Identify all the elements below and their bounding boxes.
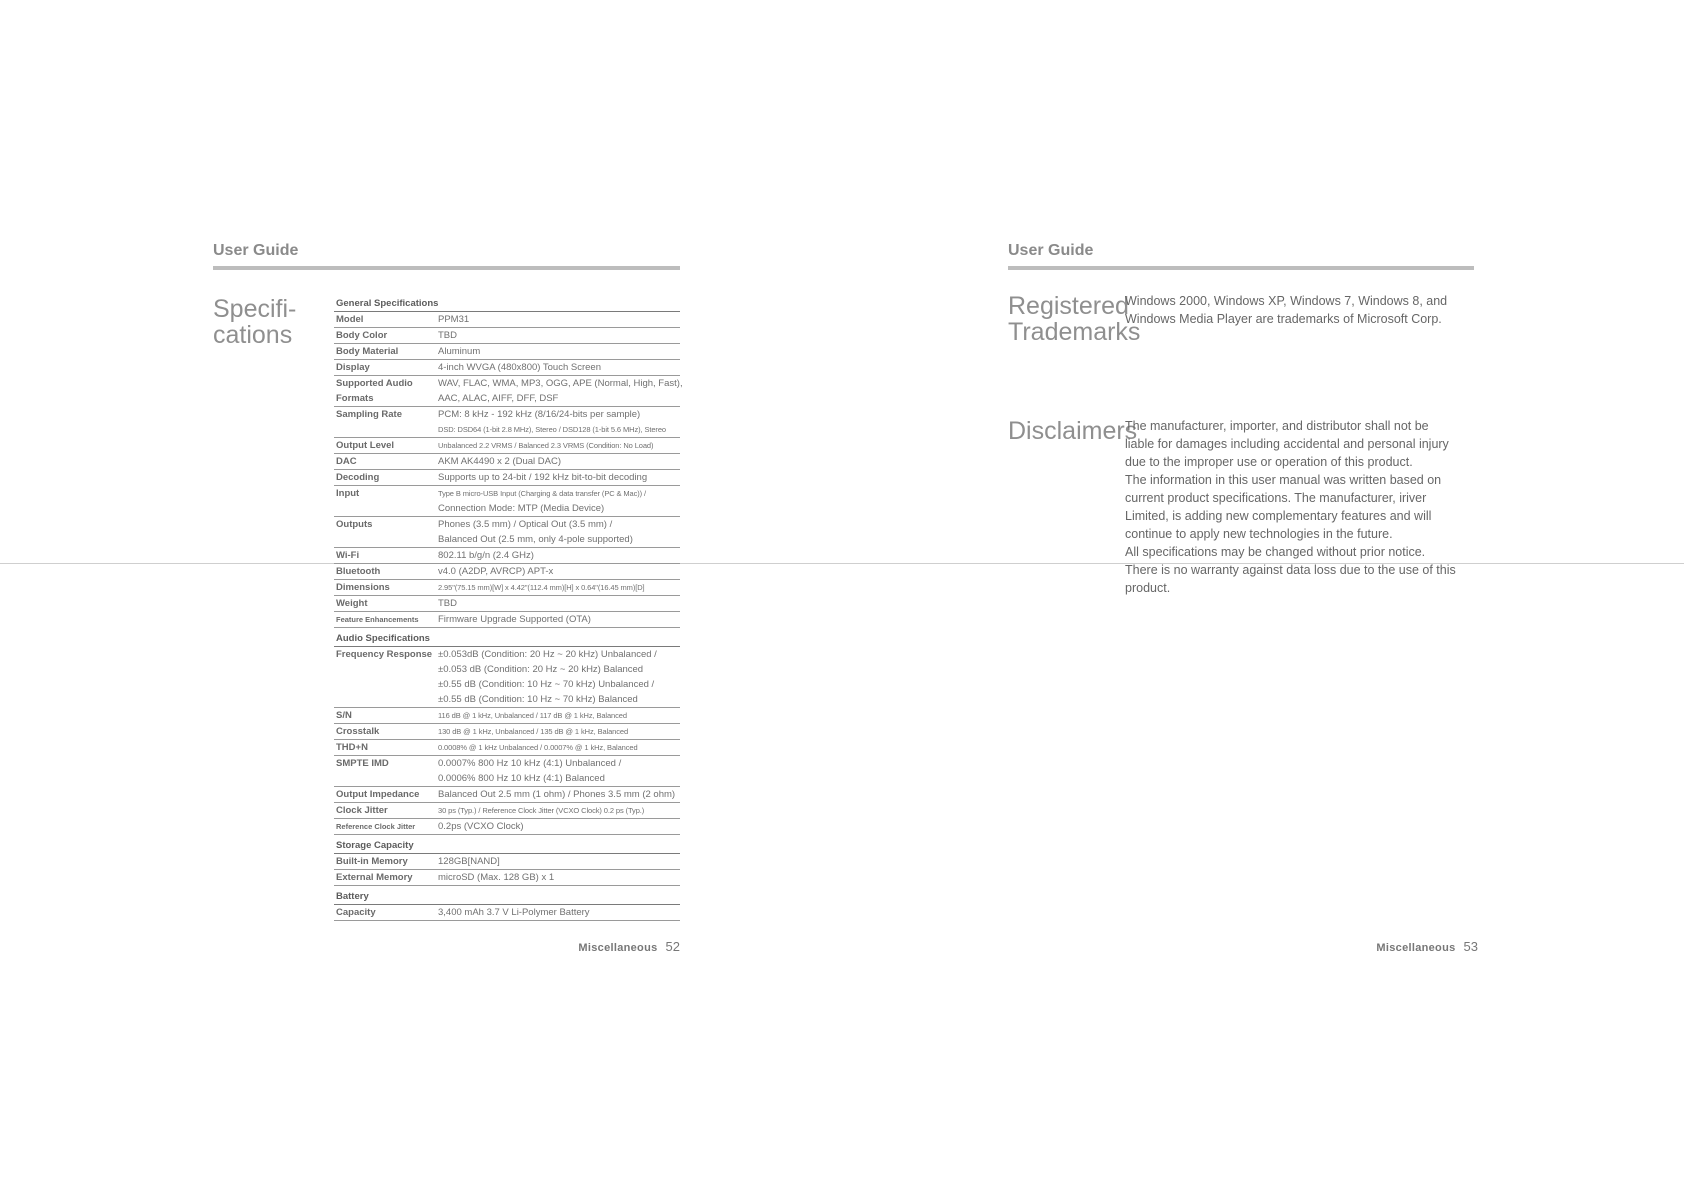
- spec-value: PCM: 8 kHz - 192 kHz (8/16/24-bits per sample): [438, 409, 641, 420]
- disclaimer-line: liable for damages including accidental and personal injury: [1125, 437, 1449, 451]
- page-number: 53: [1463, 939, 1478, 954]
- spec-value: TBD: [438, 330, 457, 341]
- spec-label: Outputs: [336, 519, 373, 530]
- spec-row: [334, 486, 680, 517]
- page-number: 52: [665, 939, 680, 954]
- spec-label: Capacity: [336, 907, 376, 918]
- spec-value: 4-inch WVGA (480x800) Touch Screen: [438, 362, 601, 373]
- disclaimer-line: Limited, is adding new complementary features and will: [1125, 509, 1432, 523]
- spec-label: SMPTE IMD: [336, 758, 389, 769]
- header-rule: [213, 266, 680, 270]
- spec-group-title: Storage Capacity: [334, 838, 680, 854]
- spec-label: Display: [336, 362, 370, 373]
- spec-value: v4.0 (A2DP, AVRCP) APT-x: [438, 566, 554, 577]
- disclaimer-line: product.: [1125, 581, 1171, 595]
- spec-row: [334, 854, 680, 870]
- spec-row: [334, 612, 680, 628]
- spec-value: ±0.55 dB (Condition: 10 Hz ~ 70 kHz) Unbalanced /: [438, 679, 655, 690]
- spec-row: [334, 328, 680, 344]
- trademarks-text: [1125, 292, 1480, 328]
- spec-row: [334, 312, 680, 328]
- spec-value: microSD (Max. 128 GB) x 1: [438, 872, 555, 883]
- spec-group: [334, 838, 680, 886]
- spec-group: [334, 889, 680, 921]
- spec-value: 0.0006% 800 Hz 10 kHz (4:1) Balanced: [438, 773, 605, 784]
- spec-group-title: Audio Specifications: [334, 631, 680, 647]
- spec-row: [334, 548, 680, 564]
- header-rule: [1008, 266, 1474, 270]
- trademarks-line: Windows Media Player are trademarks of Microsoft Corp.: [1125, 312, 1442, 326]
- spec-value: Unbalanced 2.2 VRMS / Balanced 2.3 VRMS (Condition: No Load): [438, 441, 654, 450]
- spec-value: DSD: DSD64 (1-bit 2.8 MHz), Stereo / DSD128 (1-bit 5.6 MHz), Stereo: [438, 425, 666, 434]
- spec-group-title: Battery: [334, 889, 680, 905]
- spec-row: [334, 596, 680, 612]
- spec-label: Reference Clock Jitter: [336, 822, 416, 831]
- spec-row: [334, 724, 680, 740]
- spec-label: Body Color: [336, 330, 388, 341]
- spec-value: Balanced Out (2.5 mm, only 4-pole supported): [438, 534, 633, 545]
- spec-row: [334, 740, 680, 756]
- spec-value: Balanced Out 2.5 mm (1 ohm) / Phones 3.5 mm (2 ohm): [438, 789, 676, 800]
- spec-label: Feature Enhancements: [336, 615, 419, 624]
- spec-label: Wi-Fi: [336, 550, 360, 561]
- spec-value: Type B micro-USB Input (Charging & data transfer (PC & Mac)) /: [438, 489, 647, 498]
- spec-value: 30 ps (Typ.) / Reference Clock Jitter (VCXO Clock) 0.2 ps (Typ.): [438, 806, 645, 815]
- spec-row: [334, 360, 680, 376]
- spec-label: External Memory: [336, 872, 413, 883]
- disclaimer-line: All specifications may be changed without prior notice.: [1125, 545, 1426, 559]
- spec-label: Crosstalk: [336, 726, 380, 737]
- spec-label: Frequency Response: [336, 649, 433, 660]
- page-header-title: User Guide: [1008, 242, 1094, 259]
- spec-row: [334, 580, 680, 596]
- spec-row: [334, 376, 683, 407]
- page-footer: [1376, 939, 1478, 954]
- spec-label: Output Level: [336, 440, 395, 451]
- spec-value: AKM AK4490 x 2 (Dual DAC): [438, 456, 562, 467]
- right-page: [842, 0, 1684, 1190]
- spec-value: 116 dB @ 1 kHz, Unbalanced / 117 dB @ 1 kHz, Balanced: [438, 711, 627, 720]
- disclaimer-line: current product specifications. The manufacturer, iriver: [1125, 491, 1427, 505]
- spec-value: ±0.053 dB (Condition: 20 Hz ~ 20 kHz) Balanced: [438, 664, 644, 675]
- disclaimer-line: The information in this user manual was written based on: [1125, 473, 1442, 487]
- spec-label: Decoding: [336, 472, 380, 483]
- section-title-trademarks: Registered Trademarks: [1008, 292, 1141, 346]
- spec-label: Bluetooth: [336, 566, 381, 577]
- spec-row: [334, 564, 680, 580]
- spec-value: 128GB[NAND]: [438, 856, 500, 867]
- spec-value: Supports up to 24-bit / 192 kHz bit-to-bit decoding: [438, 472, 648, 483]
- spec-value: ±0.55 dB (Condition: 10 Hz ~ 70 kHz) Balanced: [438, 694, 638, 705]
- spec-value: ±0.053dB (Condition: 20 Hz ~ 20 kHz) Unbalanced /: [438, 649, 657, 660]
- spec-row: [334, 517, 680, 548]
- spec-label: S/N: [336, 710, 352, 721]
- spec-label: Weight: [336, 598, 368, 609]
- footer-section: Miscellaneous: [1376, 942, 1456, 954]
- spec-value: TBD: [438, 598, 457, 609]
- spec-value: AAC, ALAC, AIFF, DFF, DSF: [438, 393, 559, 404]
- section-title-disclaimers: Disclaimers: [1008, 417, 1138, 445]
- spec-value: 130 dB @ 1 kHz, Unbalanced / 135 dB @ 1 kHz, Balanced: [438, 727, 629, 736]
- spec-value: 3,400 mAh 3.7 V Li-Polymer Battery: [438, 907, 590, 918]
- spec-row: [334, 905, 680, 921]
- page-header-title: User Guide: [213, 242, 299, 259]
- spec-value: 802.11 b/g/n (2.4 GHz): [438, 550, 534, 561]
- spec-value: PPM31: [438, 314, 470, 325]
- spec-row: [334, 787, 680, 803]
- spec-table: [334, 296, 683, 921]
- spec-label: Built-in Memory: [336, 856, 408, 867]
- spec-row: [334, 470, 680, 486]
- spec-row: [334, 407, 680, 438]
- spec-label: Body Material: [336, 346, 399, 357]
- spec-label: Input: [336, 488, 360, 499]
- spec-value: Aluminum: [438, 346, 481, 357]
- spec-label: Output Impedance: [336, 789, 420, 800]
- spec-row: [334, 756, 680, 787]
- spec-value: 0.0008% @ 1 kHz Unbalanced / 0.0007% @ 1 kHz, Balanced: [438, 743, 638, 752]
- spec-row: [334, 708, 680, 724]
- spec-row: [334, 819, 680, 835]
- disclaimer-line: due to the improper use or operation of this product.: [1125, 455, 1413, 469]
- spec-value: 0.0007% 800 Hz 10 kHz (4:1) Unbalanced /: [438, 758, 622, 769]
- spec-row: [334, 454, 680, 470]
- page-footer: [578, 939, 680, 954]
- trademarks-line: Windows 2000, Windows XP, Windows 7, Windows 8, and: [1125, 294, 1448, 308]
- spec-row: [334, 344, 680, 360]
- spec-row: [334, 803, 680, 819]
- spec-value: WAV, FLAC, WMA, MP3, OGG, APE (Normal, High, Fast),: [438, 378, 683, 389]
- disclaimer-line: There is no warranty against data loss due to the use of this: [1125, 563, 1456, 577]
- spec-label: Supported Audio Formats: [336, 378, 413, 404]
- spec-row: [334, 870, 680, 886]
- spec-group: [334, 631, 680, 835]
- spec-label: Dimensions: [336, 582, 390, 593]
- spec-row: [334, 647, 680, 708]
- disclaimer-line: continue to apply new technologies in the future.: [1125, 527, 1393, 541]
- spec-label: Model: [336, 314, 364, 325]
- spec-group: [334, 296, 683, 628]
- disclaimers-text: [1125, 417, 1480, 597]
- spec-label: DAC: [336, 456, 357, 467]
- spec-value: 0.2ps (VCXO Clock): [438, 821, 524, 832]
- spec-row: [334, 438, 680, 454]
- section-title-specifications: Specifi- cations: [213, 295, 297, 349]
- spec-value: Connection Mode: MTP (Media Device): [438, 503, 605, 514]
- spec-label: Clock Jitter: [336, 805, 388, 816]
- disclaimer-line: The manufacturer, importer, and distributor shall not be: [1125, 419, 1429, 433]
- footer-section: Miscellaneous: [578, 942, 658, 954]
- spec-value: Firmware Upgrade Supported (OTA): [438, 614, 591, 625]
- spec-value: Phones (3.5 mm) / Optical Out (3.5 mm) /: [438, 519, 613, 530]
- spec-value: 2.95"(75.15 mm)[W] x 4.42"(112.4 mm)[H] x 0.64"(16.45 mm)[D]: [438, 583, 645, 592]
- spec-label: Sampling Rate: [336, 409, 402, 420]
- spec-label: THD+N: [336, 742, 368, 753]
- spec-group-title: General Specifications: [334, 296, 680, 312]
